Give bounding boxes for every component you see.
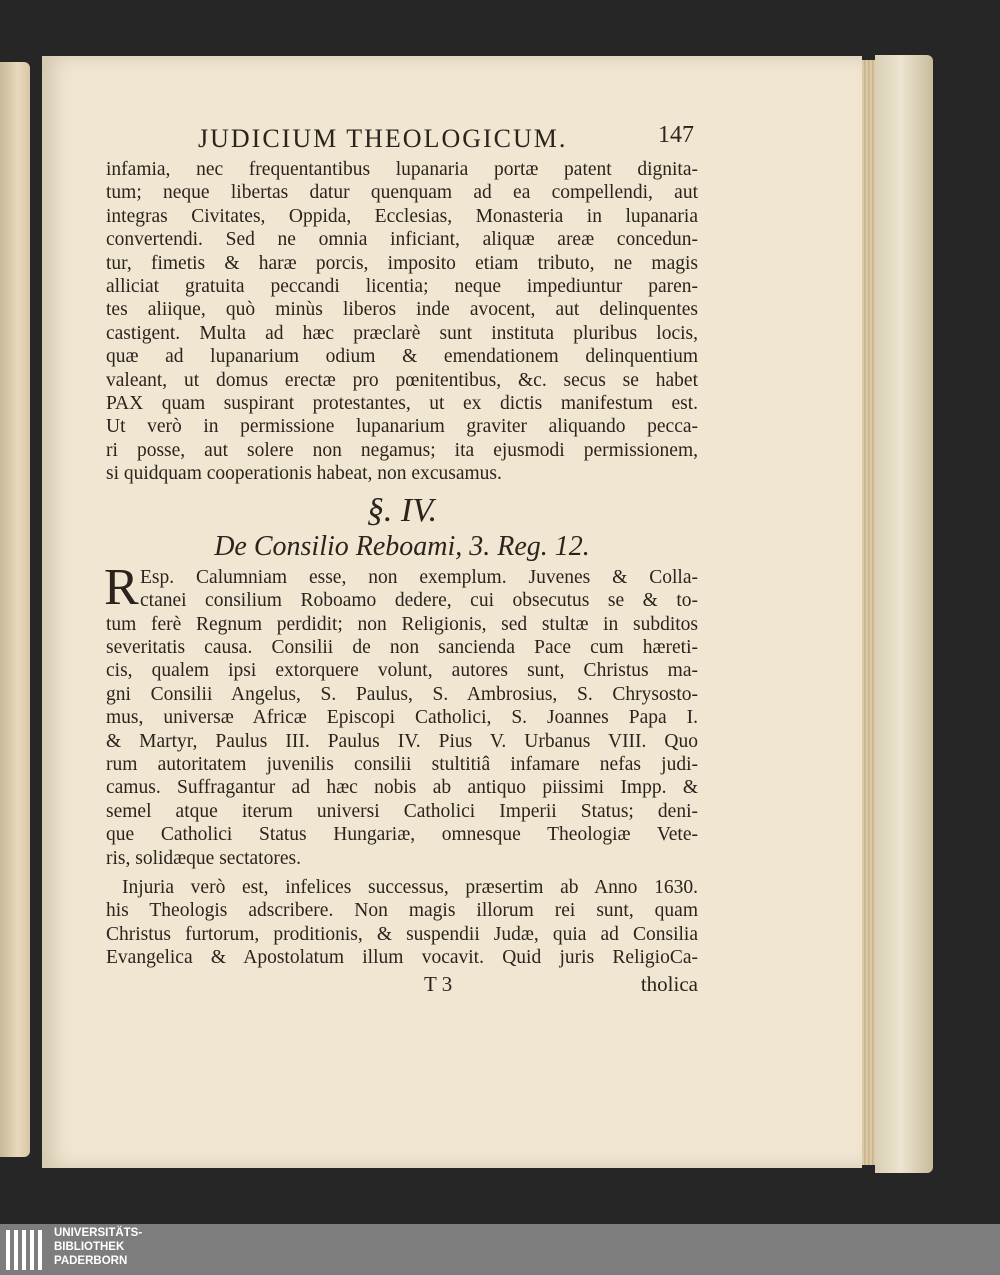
text-line: convertendi. Sed ne omnia inficiant, aliquæ areæ concedun- xyxy=(106,229,698,251)
library-name-line: PADERBORN xyxy=(54,1255,128,1267)
library-name xyxy=(54,1226,142,1268)
text-line: quæ ad lupanarium odium & emendationem delinquentium xyxy=(106,346,698,368)
text-line: integras Civitates, Oppida, Ecclesias, Monasteria in lupanaria xyxy=(106,205,698,227)
signature-mark: T 3 xyxy=(424,971,453,996)
text-line: PAX quam suspirant protestantes, ut ex dictis manifestum est. xyxy=(106,393,698,415)
text-line: camus. Suffragantur ad hæc nobis ab antiquo piissimi Impp. & xyxy=(106,777,698,799)
text-line: ris, solidæque sectatores. xyxy=(106,847,301,869)
text-line: castigent. Multa ad hæc præclarè sunt instituta pluribus locis, xyxy=(106,322,698,344)
text-line: tes aliique, quò minùs liberos inde avocent, aut delinquentes xyxy=(106,299,698,321)
text-line: alliciat gratuita peccandi licentia; neque impediuntur paren- xyxy=(106,276,698,298)
running-head xyxy=(106,122,698,158)
text-line: cis, qualem ipsi extorquere volunt, autores sunt, Christus ma- xyxy=(106,660,698,682)
text-line: gni Consilii Angelus, S. Paulus, S. Ambrosius, S. Chrysosto- xyxy=(106,683,698,705)
section-number: §. IV. xyxy=(366,491,438,529)
library-name-line: BIBLIOTHEK xyxy=(54,1241,125,1253)
text-line: Esp. Calumniam esse, non exemplum. Juvenes & Colla- xyxy=(140,566,698,588)
text-block xyxy=(106,122,698,1000)
catchword: tholica xyxy=(640,971,698,996)
text-line: tum; neque libertas datur quenquam ad ea compellendi, aut xyxy=(106,182,698,204)
text-line: tur, fimetis & haræ porcis, imposito etiam tributo, ne magis xyxy=(106,252,698,274)
text-line: ctanei consilium Roboamo dedere, cui obsecutus se & to- xyxy=(140,590,698,612)
book-cover-board xyxy=(875,55,933,1173)
drop-capital: R xyxy=(104,558,139,616)
text-line: Ut verò in permissione lupanarium graviter aliquando pecca- xyxy=(106,416,698,438)
running-head-title: JUDICIUM THEOLOGICUM. xyxy=(198,124,568,153)
text-line: tum ferè Regnum perdidit; non Religionis, sed stultæ in subditos xyxy=(106,613,698,635)
paragraph-3 xyxy=(106,876,698,970)
paragraph-2 xyxy=(104,558,698,870)
library-name-line: UNIVERSITÄTS- xyxy=(54,1227,143,1239)
left-page-edge xyxy=(0,62,30,1157)
text-line: Christus furtorum, proditionis, & suspendii Judæ, quia ad Consilia xyxy=(106,923,698,945)
section-title: De Consilio Reboami, 3. Reg. 12. xyxy=(214,530,590,562)
text-line: mus, universæ Africæ Episcopi Catholici, S. Joannes Papa I. xyxy=(106,707,698,729)
page-footer-line xyxy=(106,972,698,1000)
text-line: infamia, nec frequentantibus lupanaria portæ patent dignita- xyxy=(106,159,698,180)
text-line: si quidquam cooperationis habeat, non excusamus. xyxy=(106,463,502,485)
text-line: severitatis causa. Consilii de non sancienda Pace cum hæreti- xyxy=(106,636,698,658)
library-footer-bar xyxy=(0,1224,1000,1275)
text-line: que Catholici Status Hungariæ, omnesque Theologiæ Vete- xyxy=(106,824,698,846)
text-line: Injuria verò est, infelices successus, præsertim ab Anno 1630. xyxy=(122,876,698,898)
text-line: Evangelica & Apostolatum illum vocavit. Quid juris ReligioCa- xyxy=(106,947,698,969)
text-line: rum autoritatem juvenilis consilii stultitiâ infamare nefas judi- xyxy=(106,753,698,775)
library-logo-icon xyxy=(6,1230,48,1270)
text-line: ri posse, aut solere non negamus; ita ejusmodi permissionem, xyxy=(106,439,698,461)
text-line: valeant, ut domus erectæ pro pœnitentibus, &c. secus se habet xyxy=(106,369,698,391)
page-number: 147 xyxy=(658,122,694,148)
text-line: his Theologis adscribere. Non magis illorum rei sunt, quam xyxy=(106,900,698,922)
paragraph-1 xyxy=(106,158,698,486)
text-line: & Martyr, Paulus III. Paulus IV. Pius V. Urbanus VIII. Quo xyxy=(106,730,698,752)
text-line: semel atque iterum universi Catholici Imperii Status; deni- xyxy=(106,800,698,822)
